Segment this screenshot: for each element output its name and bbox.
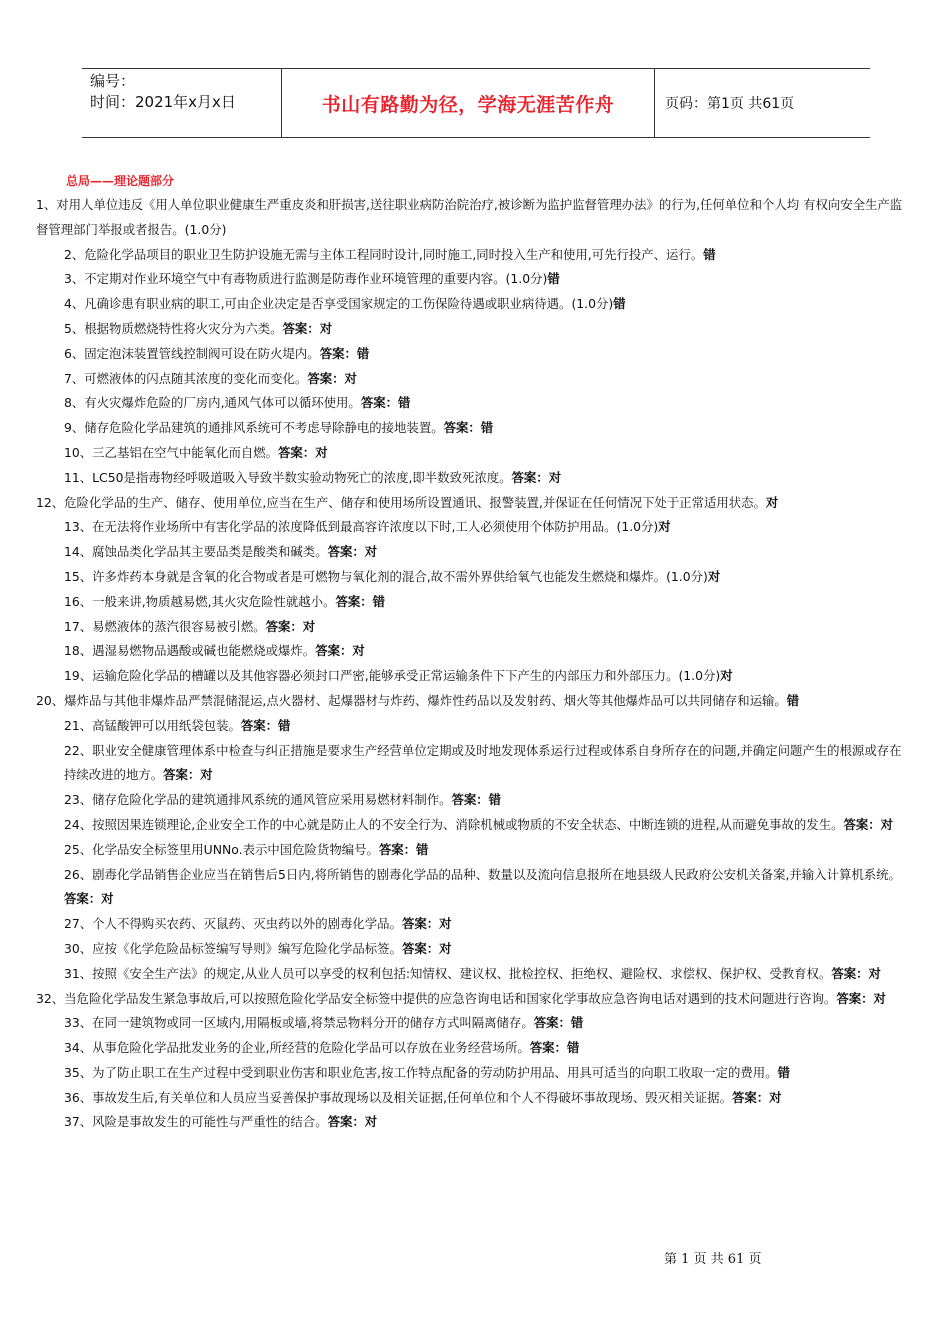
header-page-label: 页码：第1页 共61页 (665, 96, 795, 112)
question-text: 13、在无法将作业场所中有害化学品的浓度降低到最高容许浓度以下时,工人必须使用个体防护用品。(1.0分) (64, 519, 659, 535)
question-text: 30、应按《化学危险品标签编写导则》编写危险化学品标签。 (64, 940, 402, 956)
question-answer: 答案：对 (64, 891, 114, 907)
question-text: 8、有火灾爆炸危险的厂房内,通风气体可以循环使用。 (64, 395, 361, 411)
question-item (36, 416, 910, 441)
question-text: 3、不定期对作业环境空气中有毒物质进行监测是防毒作业环境管理的重要内容。(1.0分) (64, 271, 548, 287)
question-text: 35、为了防止职工在生产过程中受到职业伤害和职业危害,按工作特点配备的劳动防护用品、用具可适当的向职工收取一定的费用。 (64, 1064, 778, 1080)
question-item (36, 391, 910, 416)
question-text: 20、爆炸品与其他非爆炸品严禁混储混运,点火器材、起爆器材与炸药、爆炸性药品以及发射药、烟火等其他爆炸品可以共同储存和运输。 (36, 692, 787, 708)
question-text: 6、固定泡沫装置管线控制阀可设在防火堤内。 (64, 345, 320, 361)
document-time-label: 时间：2021年x月x日 (90, 93, 236, 111)
question-text: 34、从事危险化学品批发业务的企业,所经营的危险化学品可以存放在业务经营场所。 (64, 1040, 530, 1056)
question-answer: 错 (547, 271, 560, 287)
question-item (36, 1061, 910, 1086)
question-item (36, 292, 910, 317)
question-answer: 答案：错 (360, 395, 411, 411)
question-answer: 错 (613, 296, 626, 312)
question-text: 23、储存危险化学品的建筑通排风系统的通风管应采用易燃材料制作。 (64, 792, 452, 808)
question-answer: 答案：错 (443, 420, 494, 436)
question-text: 27、个人不得购买农药、灭鼠药、灭虫药以外的剧毒化学品。 (64, 916, 402, 932)
question-answer: 答案：对 (163, 767, 213, 783)
question-item (36, 863, 910, 913)
question-answer: 答案：错 (319, 345, 370, 361)
question-item (36, 441, 910, 466)
question-item (36, 838, 910, 863)
question-answer: 对 (658, 519, 671, 535)
question-answer: 答案：对 (401, 940, 452, 956)
question-item (36, 788, 910, 813)
question-answer: 答案：对 (843, 816, 894, 832)
question-item (36, 962, 910, 987)
question-item (36, 1086, 910, 1111)
question-answer: 答案：对 (315, 643, 365, 659)
question-item (36, 639, 910, 664)
question-text: 2、危险化学品项目的职业卫生防护设施无需与主体工程同时设计,同时施工,同时投入生产和使用,可先行投产、运行。 (64, 246, 704, 262)
question-answer: 答案：错 (378, 841, 429, 857)
question-item (36, 689, 910, 714)
question-item (36, 1011, 910, 1036)
question-item (36, 813, 910, 838)
question-text: 4、凡确诊患有职业病的职工,可由企业决定是否享受国家规定的工伤保险待遇或职业病待遇。(1.0分) (64, 296, 614, 312)
question-text: 14、腐蚀品类化学品其主要品类是酸类和碱类。 (64, 544, 328, 560)
question-text: 25、化学品安全标签里用UNNo.表示中国危险货物编号。 (64, 841, 379, 857)
question-answer: 答案：对 (278, 444, 328, 460)
question-answer: 答案：错 (529, 1040, 580, 1056)
question-text: 37、风险是事故发生的可能性与严重性的结合。 (64, 1114, 328, 1130)
question-answer: 答案：错 (240, 717, 291, 733)
question-text: 36、事故发生后,有关单位和人员应当妥善保护事故现场以及相关证据,任何单位和个人不得破坏事故现场、毁灭相关证据。 (64, 1089, 732, 1105)
question-item (36, 1036, 910, 1061)
question-item (36, 540, 910, 565)
question-answer: 答案：错 (335, 593, 386, 609)
question-text: 12、危险化学品的生产、储存、使用单位,应当在生产、储存和使用场所设置通讯、报警装置,并保证在任何情况下处于正常适用状态。 (36, 494, 766, 510)
question-list (36, 193, 910, 1135)
question-answer: 错 (786, 692, 800, 708)
question-text: 21、高锰酸钾可以用纸袋包装。 (64, 717, 241, 733)
question-answer: 对 (765, 494, 779, 510)
question-text: 1、对用人单位违反《用人单位职业健康生严重皮炎和肝损害,送往职业病防治院治疗,被诊断为监护监督管理办法》的行为,任何单位和个人均 有权向安全生产监督管理部门举报或者报告。(1.0分) (36, 197, 903, 237)
question-item (36, 193, 910, 243)
question-item (36, 590, 910, 615)
question-answer: 答案：对 (327, 544, 378, 560)
question-text: 19、运输危险化学品的槽罐以及其他容器必须封口严密,能够承受正常运输条件下下产生的内部压力和外部压力。(1.0分) (64, 668, 721, 684)
question-item (36, 317, 910, 342)
question-answer: 答案：对 (511, 469, 562, 485)
question-text: 26、剧毒化学品销售企业应当在销售后5日内,将所销售的剧毒化学品的品种、数量以及流向信息报所在地县级人民政府公安机关备案,并输入计算机系统。 (64, 866, 901, 882)
question-text: 31、按照《安全生产法》的规定,从业人员可以享受的权利包括:知情权、建议权、批检控权、拒绝权、避险权、求偿权、保护权、受教育权。 (64, 965, 832, 981)
document-header (82, 68, 870, 138)
question-item (36, 1110, 910, 1135)
page-footer: 第 1 页 共 61 页 (664, 1252, 762, 1267)
question-item (36, 367, 910, 392)
question-answer: 答案：对 (265, 618, 316, 634)
question-text: 22、职业安全健康管理体系中检查与纠正措施是要求生产经营单位定期或及时地发现体系运行过程或体系自身所存在的问题,并确定问题产生的根源或存在持续改进的地方。 (64, 742, 902, 783)
header-meta (82, 69, 282, 137)
question-text: 11、LC50是指毒物经呼吸道吸入导致半数实验动物死亡的浓度,即半数致死浓度。 (64, 469, 512, 485)
question-answer: 错 (777, 1064, 790, 1080)
question-answer: 答案：对 (327, 1114, 378, 1130)
question-item (36, 912, 910, 937)
question-answer: 答案：错 (533, 1015, 584, 1031)
question-item (36, 615, 910, 640)
document-number-label: 编号： (90, 72, 136, 90)
question-item (36, 937, 910, 962)
question-answer: 对 (720, 668, 733, 684)
question-answer: 答案：错 (451, 792, 502, 808)
question-text: 32、当危险化学品发生紧急事故后,可以按照危险化学品安全标签中提供的应急咨询电话和国家化学事故应急咨询电话对遇到的技术问题进行咨询。 (36, 990, 837, 1006)
question-text: 9、储存危险化学品建筑的通排风系统可不考虑导除静电的接地装置。 (64, 420, 444, 436)
question-answer: 答案：对 (307, 370, 357, 386)
question-item (36, 243, 910, 268)
question-answer: 错 (703, 246, 716, 262)
question-item (36, 714, 910, 739)
question-text: 24、按照因果连锁理论,企业安全工作的中心就是防止人的不安全行为、消除机械或物质的不安全状态、中断连锁的进程,从而避免事故的发生。 (64, 816, 844, 832)
header-motto: 书山有路勤为径，学海无涯苦作舟 (282, 69, 655, 137)
question-item (36, 664, 910, 689)
question-answer: 答案：对 (836, 990, 886, 1006)
question-text: 10、三乙基铝在空气中能氧化而自燃。 (64, 444, 279, 460)
question-item (36, 987, 910, 1012)
question-answer: 答案：对 (282, 320, 333, 336)
question-text: 18、遇湿易燃物品遇酸或碱也能燃烧或爆炸。 (64, 643, 316, 659)
question-text: 33、在同一建筑物或同一区域内,用隔板或墙,将禁忌物料分开的储存方式叫隔离储存。 (64, 1015, 534, 1031)
section-title: 总局——理论题部分 (66, 174, 175, 188)
question-text: 7、可燃液体的闪点随其浓度的变化而变化。 (64, 370, 308, 386)
question-item (36, 515, 910, 540)
question-answer: 答案：对 (731, 1089, 782, 1105)
question-answer: 答案：对 (401, 916, 452, 932)
question-text: 15、许多炸药本身就是含氧的化合物或者是可燃物与氧化剂的混合,故不需外界供给氧气也能发生燃烧和爆炸。(1.0分) (64, 568, 708, 584)
question-item (36, 342, 910, 367)
question-item (36, 466, 910, 491)
question-item (36, 565, 910, 590)
question-answer: 答案：对 (831, 965, 881, 981)
question-text: 17、易燃液体的蒸汽很容易被引燃。 (64, 618, 266, 634)
question-item (36, 491, 910, 516)
question-item (36, 267, 910, 292)
question-text: 16、一般来讲,物质越易燃,其火灾危险性就越小。 (64, 593, 336, 609)
question-item (36, 739, 910, 789)
question-text: 5、根据物质燃烧特性将火灾分为六类。 (64, 320, 283, 336)
question-answer: 对 (707, 568, 721, 584)
